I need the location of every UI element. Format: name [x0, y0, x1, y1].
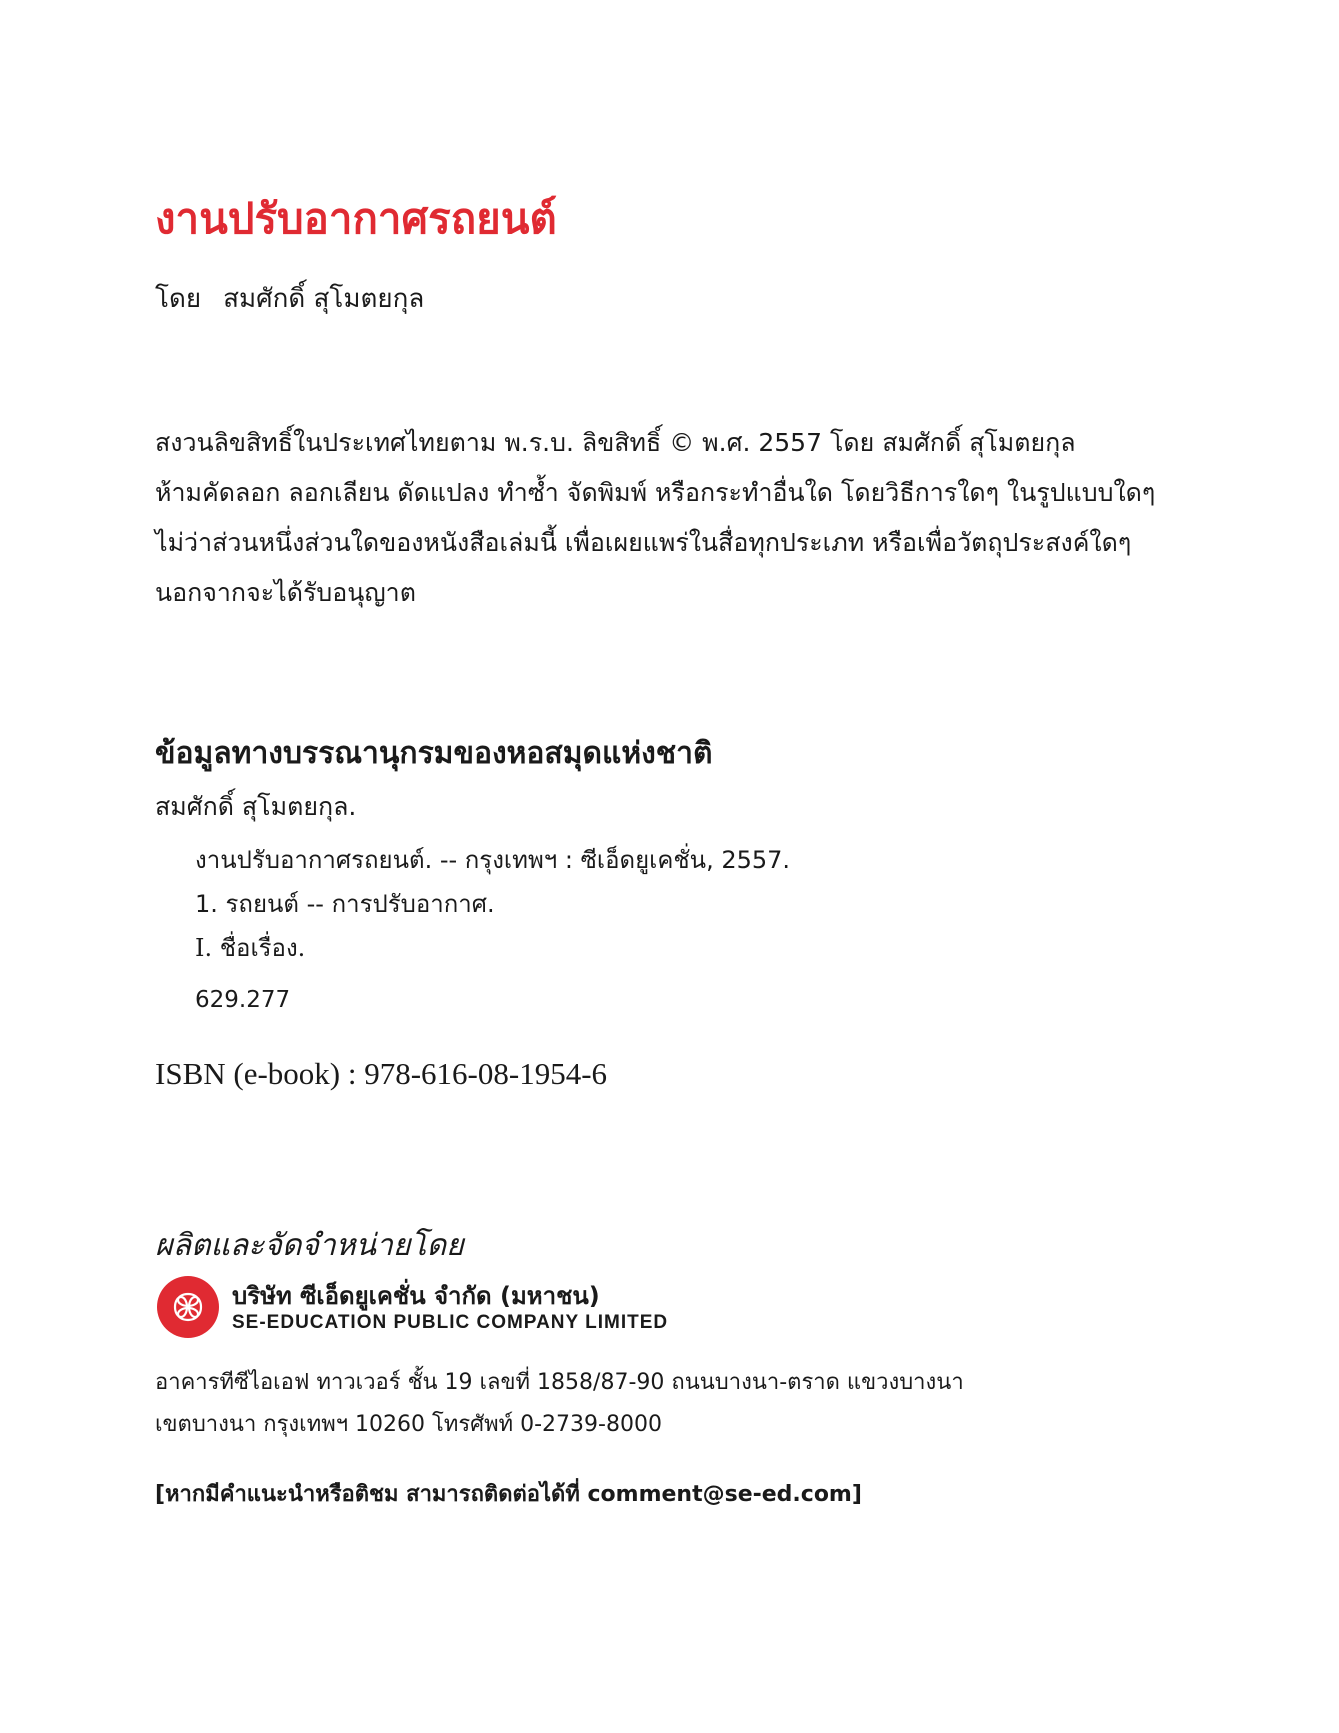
- address-line: อาคารทีซีไอเอฟ ทาวเวอร์ ชั้น 19 เลขที่ 1858/87-90 ถนนบางนา-ตราด แขวงบางนา: [155, 1370, 964, 1395]
- copyright-line: ไม่ว่าส่วนหนึ่งส่วนใดของหนังสือเล่มนี้ เพื่อเผยแพร่ในสื่อทุกประเภท หรือเพื่อวัตถุประสงค์ใดๆ: [155, 528, 1132, 557]
- cip-ddc-number: 629.277: [195, 987, 291, 1013]
- book-title: งานปรับอากาศรถยนต์: [155, 194, 557, 243]
- cip-subject-line: 1. รถยนต์ -- การปรับอากาศ.: [195, 890, 495, 918]
- copyright-line: ห้ามคัดลอก ลอกเลียน ดัดแปลง ทำซ้ำ จัดพิมพ์ หรือกระทำอื่นใด โดยวิธีการใดๆ ในรูปแบบใดๆ: [155, 478, 1156, 507]
- cip-entries: [195, 838, 790, 1022]
- author-name: สมศักดิ์ สุโมตยกุล: [223, 284, 425, 314]
- publisher-address: [155, 1362, 964, 1446]
- by-label: โดย: [155, 284, 202, 314]
- isbn: ISBN (e-book) : 978-616-08-1954-6: [155, 1056, 608, 1091]
- address-line: เขตบางนา กรุงเทพฯ 10260 โทรศัพท์ 0-2739-8000: [155, 1412, 662, 1437]
- contact-note: [หากมีคำแนะนำหรือติชม สามารถติดต่อได้ที่ comment@se-ed.com]: [155, 1482, 862, 1507]
- cip-title-line: งานปรับอากาศรถยนต์. -- กรุงเทพฯ : ซีเอ็ดยูเคชั่น, 2557.: [195, 846, 791, 874]
- copyright-line: นอกจากจะได้รับอนุญาต: [155, 578, 416, 607]
- publisher-heading: ผลิตและจัดจำหน่ายโดย: [155, 1228, 464, 1263]
- cip-author: สมศักดิ์ สุโมตยกุล.: [155, 792, 357, 821]
- company-name-thai: บริษัท ซีเอ็ดยูเคชั่น จำกัด (มหาชน): [232, 1282, 600, 1310]
- cip-title-entry-line: I. ชื่อเรื่อง.: [195, 934, 306, 962]
- logo-knot-icon: [157, 1276, 219, 1338]
- copyright-notice: [155, 418, 1215, 618]
- author-line: [155, 278, 424, 319]
- cip-heading: ข้อมูลทางบรรณานุกรมของหอสมุดแห่งชาติ: [155, 736, 713, 771]
- company-name-english: SE-EDUCATION PUBLIC COMPANY LIMITED: [232, 1312, 669, 1333]
- se-ed-logo-icon: [157, 1276, 219, 1338]
- copyright-line: สงวนลิขสิทธิ์ในประเทศไทยตาม พ.ร.บ. ลิขสิทธิ์ © พ.ศ. 2557 โดย สมศักดิ์ สุโมตยกุล: [155, 428, 1076, 457]
